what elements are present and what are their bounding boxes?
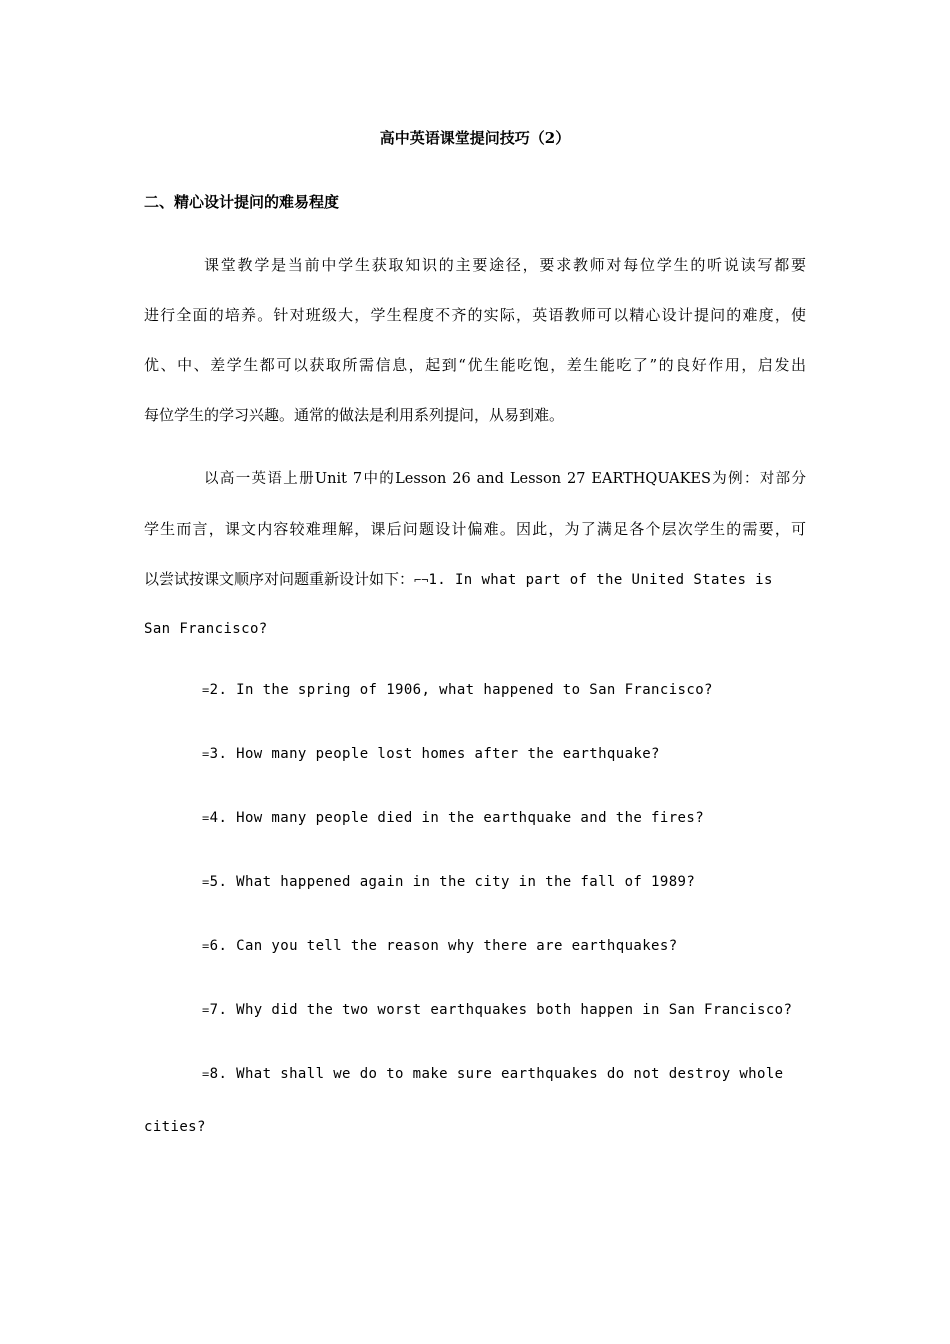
question-item-7 — [202, 1002, 792, 1018]
paragraph-1-line-1: 课堂教学是当前中学生获取知识的主要途径，要求教师对每位学生的听说读写都要 — [204, 256, 806, 274]
paragraph-2-line-3-prefix: 以尝试按课文顺序对问题重新设计如下： — [144, 570, 415, 588]
paragraph-2-line-1: 以高一英语上册Unit 7中的Lesson 26 and Lesson 27 EARTHQUAKES为例：对部分 — [204, 471, 806, 487]
paragraph-1-line-4: 每位学生的学习兴趣。通常的做法是利用系列提问，从易到难。 — [144, 406, 565, 424]
question-item-2 — [202, 682, 713, 698]
paragraph-1-line-2: 进行全面的培养。针对班级大，学生程度不齐的实际，英语教师可以精心设计提问的难度，使 — [144, 306, 806, 324]
question-text: 2. In the spring of 1906, what happened to San Francisco? — [209, 682, 713, 698]
question-item-4 — [202, 810, 704, 826]
equals-mark-icon: = — [202, 939, 210, 953]
equals-mark-icon: = — [202, 747, 210, 761]
page-title: 高中英语课堂提问技巧（2） — [379, 129, 571, 147]
bracket-mark-icon: ⌐¬ — [414, 573, 429, 587]
equals-mark-icon: = — [202, 811, 210, 825]
question-text: 6. Can you tell the reason why there are earthquakes? — [209, 938, 678, 954]
paragraph-1-line-3: 优、中、差学生都可以获取所需信息，起到“优生能吃饱，差生能吃了”的良好作用，启发出 — [144, 356, 806, 374]
question-text: 5. What happened again in the city in the fall of 1989? — [209, 874, 696, 890]
equals-mark-icon: = — [202, 683, 210, 697]
question-text: 8. What shall we do to make sure earthquakes do not destroy whole — [209, 1066, 784, 1082]
question-text: 7. Why did the two worst earthquakes both happen in San Francisco? — [209, 1002, 793, 1018]
question-item-3 — [202, 746, 660, 762]
paragraph-2-line-3 — [144, 568, 773, 591]
paragraph-2-line-2: 学生而言，课文内容较难理解，课后问题设计偏难。因此，为了满足各个层次学生的需要，可 — [144, 520, 806, 538]
question-item-8 — [202, 1066, 784, 1082]
question-8-continuation: cities? — [144, 1119, 206, 1135]
question-item-6 — [202, 938, 678, 954]
equals-mark-icon: = — [202, 1067, 210, 1081]
question-text: 3. How many people lost homes after the earthquake? — [209, 746, 660, 762]
question-text: 4. How many people died in the earthquake and the fires? — [209, 810, 705, 826]
equals-mark-icon: = — [202, 875, 210, 889]
question-1-text: 1. In what part of the United States is — [428, 572, 773, 588]
question-item-5 — [202, 874, 695, 890]
equals-mark-icon: = — [202, 1003, 210, 1017]
question-1-continuation: San Francisco? — [144, 621, 268, 637]
section-heading: 二、精心设计提问的难易程度 — [144, 193, 340, 211]
